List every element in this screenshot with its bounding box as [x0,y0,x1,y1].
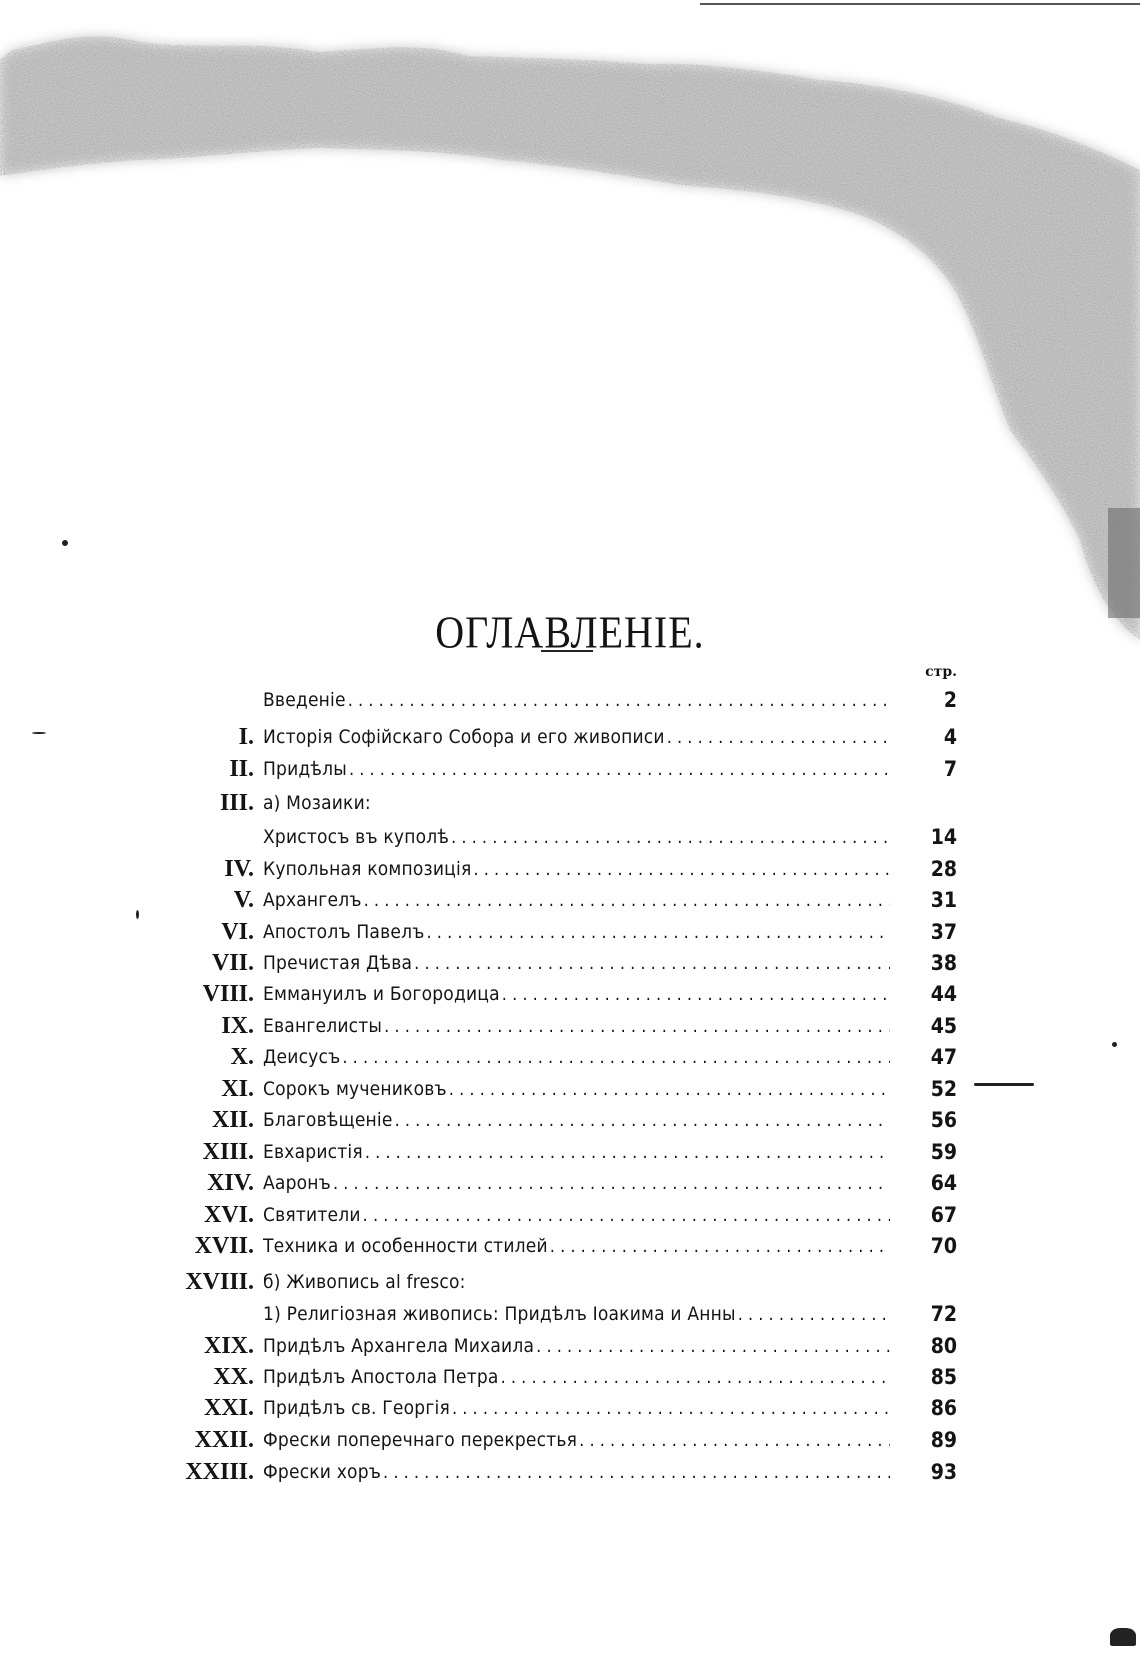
toc-entry [0,978,1140,1010]
entry-label: Архангелъ [263,889,362,911]
dot-leader [427,917,890,949]
toc-entry [0,684,1140,716]
water-stain [0,0,1140,700]
chapter-number: XX. [213,1364,254,1390]
page-number: 64 [930,1171,957,1195]
entry-text [263,1136,890,1169]
page-number: 86 [930,1396,957,1420]
entry-text [263,821,890,854]
entry-text [263,1330,890,1363]
entry-text [263,684,890,717]
chapter-number: X. [230,1044,254,1070]
entry-label: Фрески хоръ [263,1461,382,1483]
page-number: 67 [930,1203,957,1227]
entry-text [263,916,890,949]
page-number: 85 [930,1365,957,1389]
toc-entry [0,1136,1140,1168]
toc-entry [0,787,1140,819]
dot-leader [452,1393,890,1425]
entry-text [263,1392,890,1425]
chapter-number: I. [238,724,254,750]
chapter-number: XXII. [194,1427,254,1453]
dot-leader [414,948,890,980]
entry-label: Сорокъ мучениковъ [263,1078,447,1100]
entry-label: Евхаристія [263,1141,363,1163]
toc-entry [0,1073,1140,1105]
chapter-number: XXI. [203,1395,254,1421]
toc-entry [0,853,1140,885]
entry-text [263,1041,890,1074]
entry-label: Придѣлъ Архангела Михаила [263,1335,535,1357]
entry-text [263,1456,890,1489]
dot-leader [342,1042,890,1074]
entry-label: Придѣлъ Апостола Петра [263,1366,499,1388]
page-column-heading: стр. [925,664,957,680]
entry-label: Придѣлы [263,758,347,780]
toc-entry [0,1010,1140,1042]
dot-leader [348,685,890,717]
entry-label: Введеніе [263,689,346,711]
toc-entry [0,1298,1140,1330]
toc-entry [0,884,1140,916]
toc-entry [0,916,1140,948]
chapter-number: XI. [221,1076,254,1102]
page-number: 52 [930,1077,957,1101]
page-number: 37 [930,920,957,944]
entry-label: Купольная композиція [263,858,472,880]
chapter-number: XII. [211,1107,254,1133]
entry-text [263,1167,890,1200]
entry-text [263,978,890,1011]
toc-entry [0,1456,1140,1488]
chapter-number: XVI. [203,1202,254,1228]
entry-text [263,1010,890,1043]
entry-label: Фрески поперечнаго перекрестья [263,1429,578,1451]
dot-leader [536,1331,890,1363]
entry-label: Еммануилъ и Богородица [263,983,500,1005]
entry-label: Святители [263,1204,361,1226]
entry-label: Апостолъ Павелъ [263,921,425,943]
chapter-number: IV. [224,856,254,882]
chapter-number: XIII. [202,1139,254,1165]
dot-leader [349,754,890,786]
page-number: 59 [930,1140,957,1164]
toc-entry [0,1041,1140,1073]
entry-text [263,853,890,886]
entry-label: б) Живопись al fresco: [263,1271,466,1293]
chapter-number: XVIII. [185,1269,254,1295]
entry-label: Пречистая Дѣва [263,952,413,974]
entry-text [263,1073,890,1106]
chapter-number: IX. [221,1013,254,1039]
dot-leader [449,1074,890,1106]
toc-entry [0,1266,1140,1298]
entry-text [263,1361,890,1394]
entry-text [263,787,963,819]
entry-text [263,1104,890,1137]
page-number: 47 [930,1045,957,1069]
page-title: ОГЛАВЛЕНІЕ. [435,605,705,658]
chapter-number: II. [229,756,254,782]
entry-text [263,884,890,917]
dot-leader [364,885,890,917]
entry-label: а) Мозаики: [263,792,371,814]
dot-leader [579,1425,890,1457]
entry-text [263,1199,890,1232]
dot-leader [667,722,890,754]
page-number: 80 [930,1334,957,1358]
page-number: 56 [930,1108,957,1132]
chapter-number: VIII. [202,981,254,1007]
page-number: 70 [930,1234,957,1258]
title-rule [541,650,593,652]
toc-entry [0,1167,1140,1199]
page-number: 14 [930,825,957,849]
page-number: 7 [943,757,957,781]
toc-entry [0,1424,1140,1456]
dot-leader [384,1011,890,1043]
chapter-number: XIX. [203,1333,254,1359]
entry-label: Деисусъ [263,1046,341,1068]
entry-label: Христосъ въ куполѣ [263,826,450,848]
page-number: 45 [930,1014,957,1038]
toc-entry [0,1330,1140,1362]
entry-label: Ааронъ [263,1172,331,1194]
entry-text [263,947,890,980]
dot-leader [365,1137,890,1169]
toc-entry [0,1230,1140,1262]
entry-label: Евангелисты [263,1015,383,1037]
dot-leader [333,1168,890,1200]
toc-entry [0,1199,1140,1231]
entry-text [263,1230,890,1263]
entry-text [263,753,890,786]
dot-leader [502,979,890,1011]
chapter-number: III. [219,790,254,816]
entry-label: Придѣлъ св. Георгія [263,1397,450,1419]
chapter-number: XIV. [207,1170,254,1196]
dot-leader [738,1299,890,1331]
toc-entry [0,1392,1140,1424]
chapter-number: V. [233,887,254,913]
page-number: 2 [943,688,957,712]
dot-leader [501,1362,890,1394]
entry-text [263,1266,963,1298]
dot-leader [383,1457,890,1489]
toc-entry [0,1104,1140,1136]
dot-leader [451,822,890,854]
toc-entry [0,947,1140,979]
toc-entry [0,753,1140,785]
entry-text [263,1298,890,1331]
entry-label: 1) Религіозная живопись: Придѣлъ Іоакима и Анны [263,1303,736,1325]
toc-entry [0,721,1140,753]
page-number: 44 [930,982,957,1006]
page-number: 4 [943,725,957,749]
entry-text [263,721,890,754]
dot-leader [395,1105,890,1137]
chapter-number: VII. [211,950,254,976]
page-number: 38 [930,951,957,975]
chapter-number: XXIII. [185,1459,254,1485]
page-number: 28 [930,857,957,881]
toc-entry [0,1361,1140,1393]
entry-label: Исторія Софійскаго Собора и его живописи [263,726,665,748]
chapter-number: VI. [221,919,254,945]
dot-leader [363,1200,890,1232]
dot-leader [550,1231,890,1263]
entry-label: Техника и особенности стилей [263,1235,548,1257]
page-number: 31 [930,888,957,912]
page-number: 72 [930,1302,957,1326]
toc-entry [0,821,1140,853]
page-number: 93 [930,1460,957,1484]
dot-leader [473,854,890,886]
chapter-number: XVII. [194,1233,254,1259]
page-number: 89 [930,1428,957,1452]
entry-label: Благовѣщеніе [263,1109,393,1131]
entry-text [263,1424,890,1457]
